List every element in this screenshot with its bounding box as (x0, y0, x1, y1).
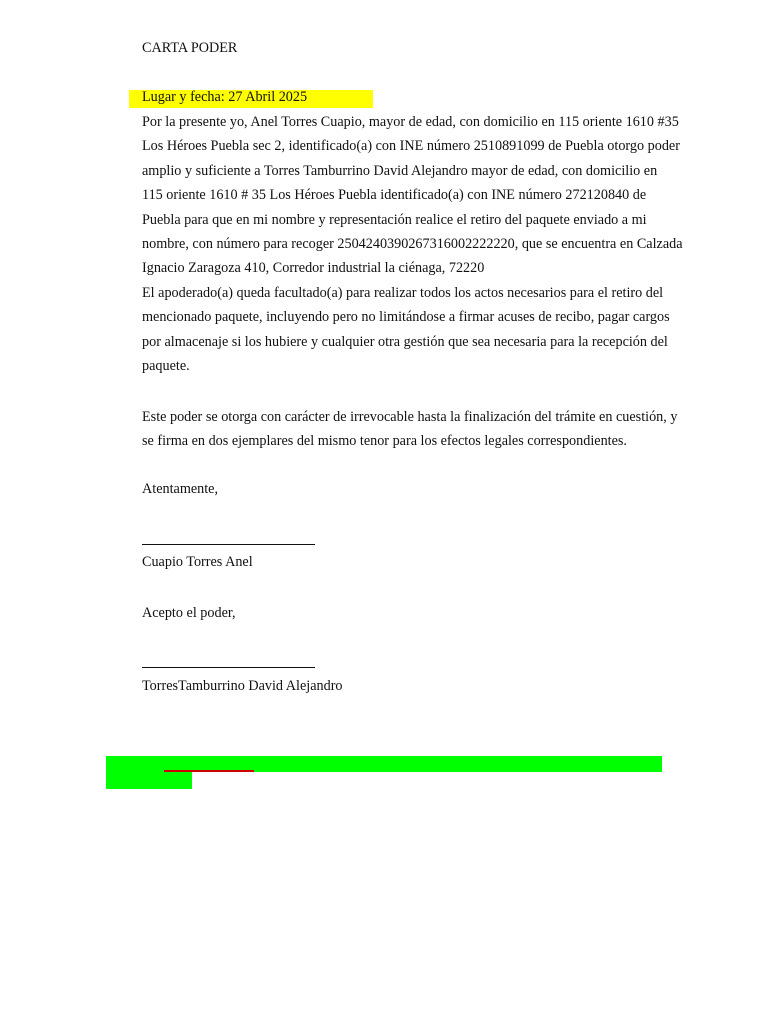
paragraph-line: mencionado paquete, incluyendo pero no limitándose a firmar acuses de recibo, pagar cargos (142, 309, 670, 326)
paragraph-line: Puebla para que en mi nombre y representación realice el retiro del paquete enviado a mi (142, 211, 647, 228)
paragraph-line: por almacenaje si los hubiere y cualquier otra gestión que sea necesaria para la recepción del (142, 333, 668, 350)
paragraph-line: amplio y suficiente a Torres Tamburrino David Alejandro mayor de edad, con domicilio en (142, 162, 658, 179)
green-highlight-block (106, 772, 192, 789)
paragraph-body (142, 110, 682, 378)
paragraph-irrevocable (142, 405, 682, 454)
signature-line-grantor (142, 544, 315, 545)
signature-line-attorney (142, 667, 315, 668)
attorney-name: TorresTamburrino David Alejandro (142, 678, 343, 694)
grantor-name: Cuapio Torres Anel (142, 554, 253, 570)
paragraph-line: Ignacio Zaragoza 410, Corredor industrial la ciénaga, 72220 (142, 260, 485, 277)
acceptance-text: Acepto el poder, (142, 605, 236, 621)
paragraph-line: Los Héroes Puebla sec 2, identificado(a) con INE número 2510891099 de Puebla otorgo poder (142, 138, 680, 155)
document-title: CARTA PODER (142, 40, 238, 56)
paragraph-line: Por la presente yo, Anel Torres Cuapio, mayor de edad, con domicilio en 115 oriente 1610 #35 (142, 114, 679, 130)
paragraph-line: nombre, con número para recoger 2504240390267316002222220, que se encuentra en Calzada (142, 236, 683, 253)
paragraph-line: El apoderado(a) queda facultado(a) para realizar todos los actos necesarios para el retiro del (142, 284, 664, 301)
closing-text: Atentamente, (142, 481, 219, 497)
red-underline-mark (164, 770, 254, 772)
paragraph-line: paquete. (142, 358, 190, 375)
date-line: Lugar y fecha: 27 Abril 2025 (142, 89, 308, 105)
paragraph-line: Este poder se otorga con carácter de irrevocable hasta la finalización del trámite en cuestión, y (142, 409, 678, 425)
paragraph-line: 115 oriente 1610 # 35 Los Héroes Puebla identificado(a) con INE número 272120840 de (142, 187, 647, 204)
paragraph-line: se firma en dos ejemplares del mismo tenor para los efectos legales correspondientes. (142, 433, 627, 450)
